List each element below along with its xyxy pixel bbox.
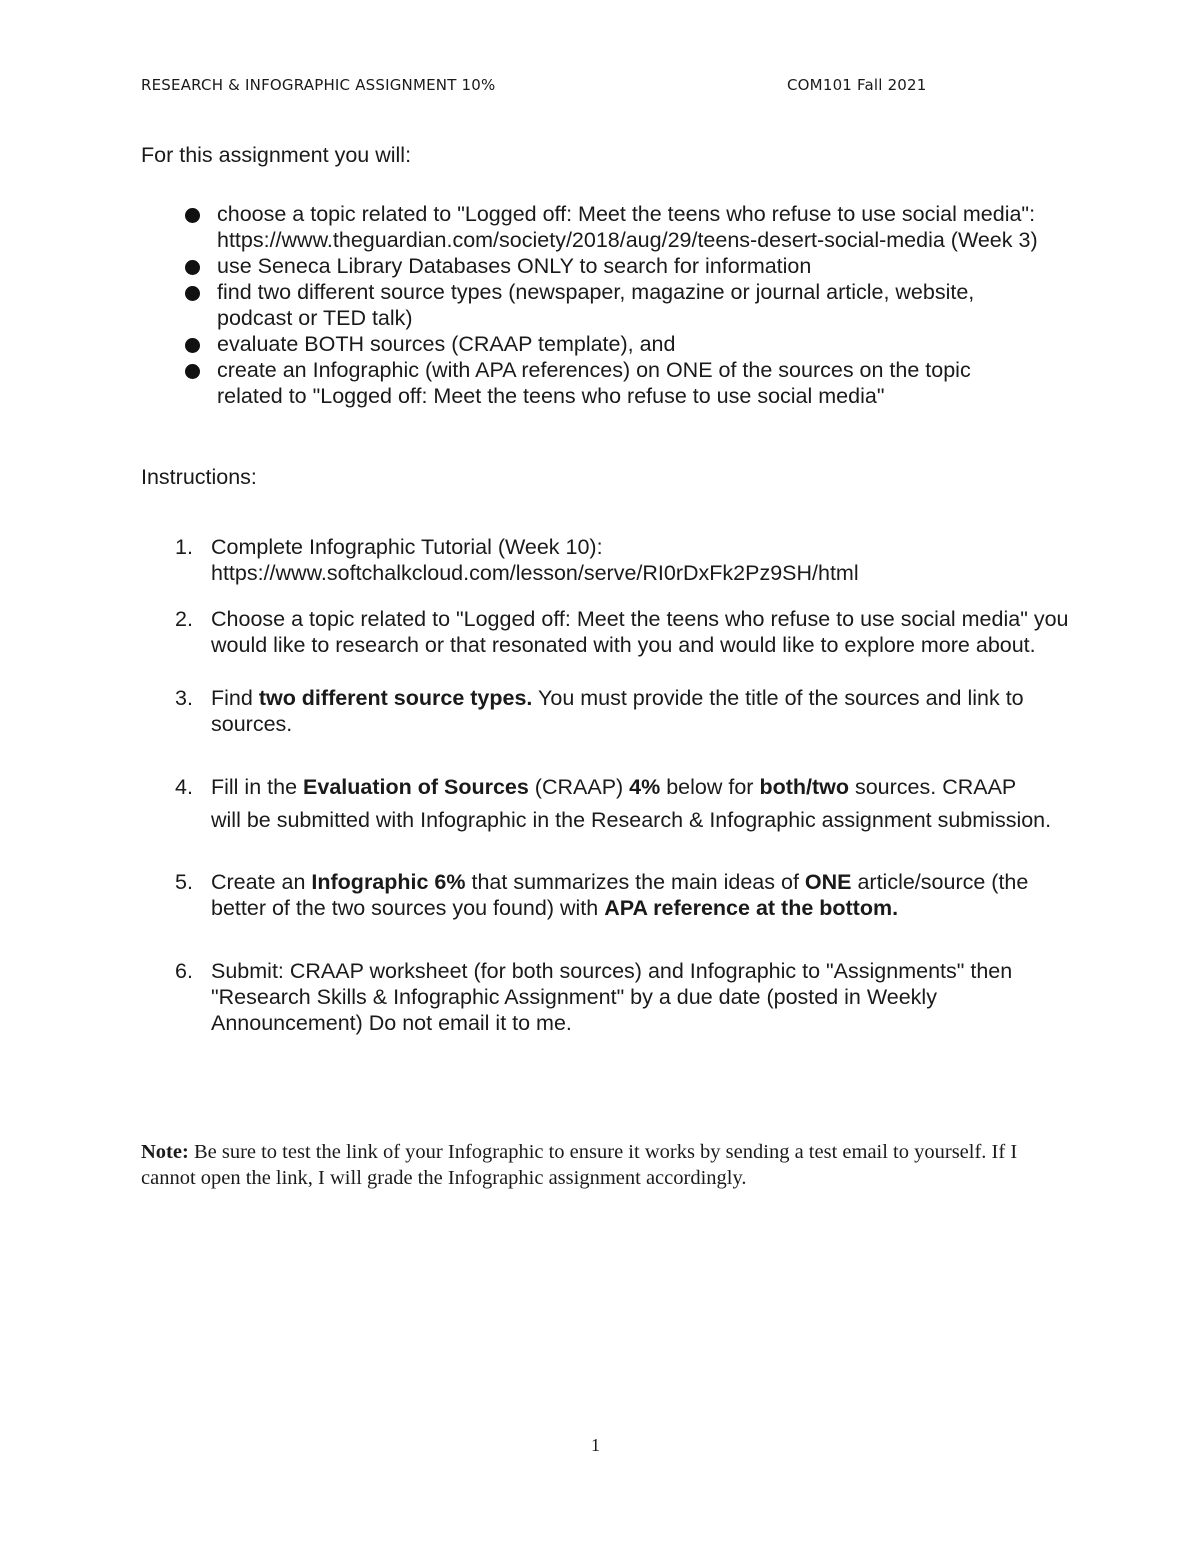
step-emphasis: two different source types. [258,686,533,710]
step-text: Fill in the [211,775,304,799]
header-course: COM101 Fall 2021 [787,76,927,94]
step-item [141,606,1071,658]
bullet-text: use Seneca Library Databases ONLY to search for information [217,254,812,278]
bullet-dot-icon [185,208,200,223]
header-title: RESEARCH & INFOGRAPHIC ASSIGNMENT 10% [141,76,496,94]
note-paragraph [141,1139,1041,1191]
note-text: Be sure to test the link of your Infographic to ensure it works by sending a test email to yourself. If I cannot open the link, I will grade the Infographic assignment accordingly. [141,1141,1018,1189]
bullet-text: create an Infographic (with APA references) on ONE of the sources on the topic related to "Logged off: Meet the teens who refuse to use social media" [217,358,971,408]
step-emphasis: APA reference at the bottom. [604,896,899,920]
instruction-steps [141,534,1071,1036]
step-text: Complete Infographic Tutorial (Week 10): [211,535,603,559]
step-text: (CRAAP) [528,775,630,799]
bullet-item [141,201,1041,253]
bullet-dot-icon [185,364,200,379]
bullet-text: evaluate BOTH sources (CRAAP template), and [217,332,676,356]
step-emphasis: Evaluation of Sources [303,775,529,799]
step-number: 1. [175,535,193,559]
step-text: Submit: CRAAP worksheet (for both sources) and Infographic to "Assignments" then "Research Skills & Infographic Assignment" by a due date (posted in Weekly Announcement) Do not email it to me. [211,959,1013,1035]
step-text: sources. CRAAP [849,775,1017,799]
step-number: 5. [175,870,193,894]
step-number: 2. [175,607,193,631]
bullet-dot-icon [185,338,200,353]
bullet-text: find two different source types (newspaper, magazine or journal article, website, podcast or TED talk) [217,280,975,330]
bullet-item [141,357,1041,409]
step-text: Choose a topic related to "Logged off: Meet the teens who refuse to use social media" you would like to research or that resonated with you and would like to explore more about. [211,607,1069,657]
step-text: You must provide the title of the sources and link to sources. [211,686,1024,736]
step-text: article/source (the better of the two sources you found) with [211,870,1029,920]
step-item [141,685,1071,737]
task-bullet-list [141,201,1041,409]
step-item [141,534,1071,586]
step-text: will be submitted with Infographic in the Research & Infographic assignment submission. [211,808,1052,832]
step-emphasis: Infographic 6% [311,870,466,894]
step-text: Create an [211,870,312,894]
step-emphasis: ONE [804,870,852,894]
page-number: 1 [591,1435,600,1455]
step-text: that summarizes the main ideas of [465,870,805,894]
bullet-dot-icon [185,286,200,301]
step-item [141,958,1071,1036]
step-number: 3. [175,686,193,710]
note-label: Note: [141,1141,189,1163]
bullet-item [141,279,1041,331]
step-emphasis: both/two [759,775,849,799]
instructions-heading: Instructions: [141,465,257,489]
tutorial-link[interactable]: https://www.softchalkcloud.com/lesson/serve/RI0rDxFk2Pz9SH/html [211,561,859,585]
step-emphasis: 4% [629,775,661,799]
bullet-text: choose a topic related to "Logged off: Meet the teens who refuse to use social media": https://www.theguardian.com/society/2018/aug/29/teens-desert-social-media (Week 3) [217,202,1038,252]
intro-text: For this assignment you will: [141,143,412,167]
bullet-item [141,331,1041,357]
step-text: below for [660,775,760,799]
step-item [141,869,1071,921]
step-text: Find [211,686,259,710]
step-number: 6. [175,959,193,983]
step-number: 4. [175,775,193,799]
bullet-item [141,253,1041,279]
step-item [141,774,1071,833]
bullet-dot-icon [185,260,200,275]
